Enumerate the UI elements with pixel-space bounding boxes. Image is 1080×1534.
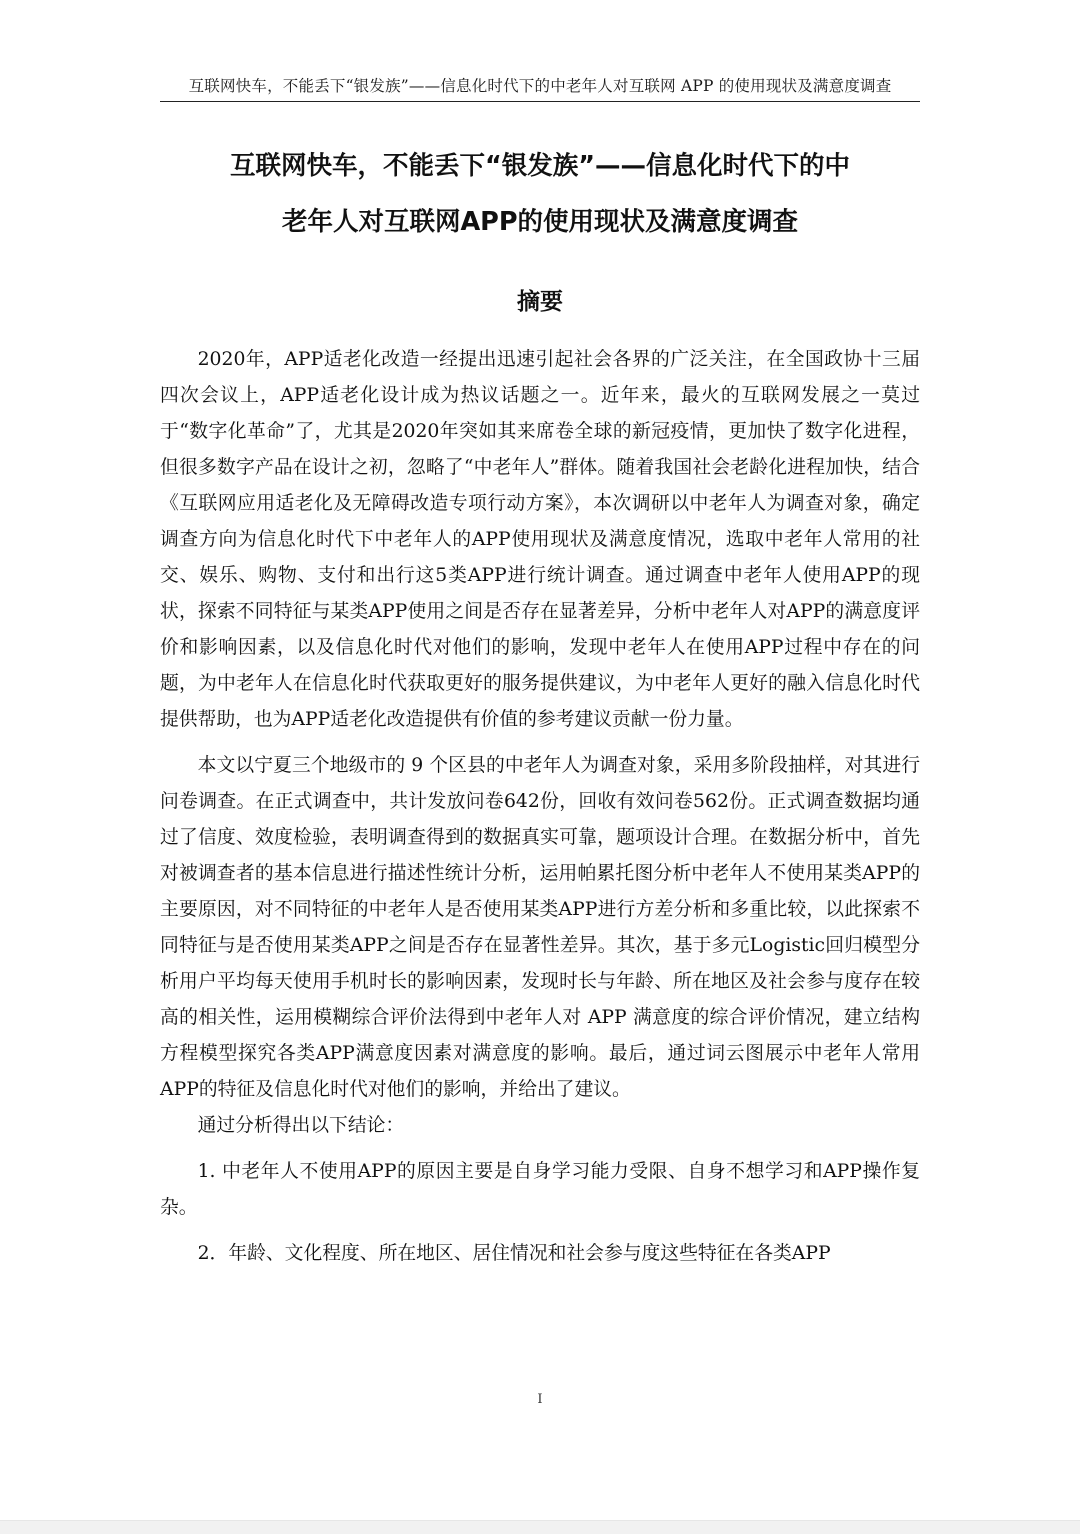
- paper-title: [130, 138, 950, 250]
- page-number: I: [537, 1392, 543, 1407]
- title-line-2: 老年人对互联网APP的使用现状及满意度调查: [281, 207, 799, 237]
- title-line-1: 互联网快车，不能丢下“银发族”——信息化时代下的中: [229, 151, 851, 181]
- viewer-bottom-band: [0, 1520, 1080, 1534]
- conclusion-item-1: 1. 中老年人不使用APP的原因主要是自身学习能力受限、自身不想学习和APP操作复杂。: [160, 1161, 920, 1218]
- header-rule: [160, 101, 920, 102]
- conclusion-intro: 通过分析得出以下结论：: [197, 1115, 405, 1136]
- running-header: 互联网快车，不能丢下“银发族”——信息化时代下的中老年人对互联网 APP 的使用现状及满意度调查: [188, 77, 892, 95]
- abstract-body: [160, 342, 920, 1272]
- abstract-heading: 摘要: [517, 289, 563, 315]
- abstract-paragraph-1: 2020年，APP适老化改造一经提出迅速引起社会各界的广泛关注，在全国政协十三届四次会议上，APP适老化设计成为热议话题之一。近年来，最火的互联网发展之一莫过于“数字化革命”了，尤其是2020年突如其来席卷全球的新冠疫情，更加快了数字化进程，但很多数字产品在设计之初，忽略了“中老年人”群体。随着我国社会老龄化进程加快，结合《互联网应用适老化及无障碍改造专项行动方案》，本次调研以中老年人为调查对象，确定调查方向为信息化时代下中老年人的APP使用现状及满意度情况，选取中老年人常用的社交、娱乐、购物、支付和出行这5类APP进行统计调查。通过调查中老年人使用APP的现状，探索不同特征与某类APP使用之间是否存在显著差异，分析中老年人对APP的满意度评价和影响因素，以及信息化时代对他们的影响，发现中老年人在使用APP过程中存在的问题，为中老年人在信息化时代获取更好的服务提供建议，为中老年人更好的融入信息化时代提供帮助，也为APP适老化改造提供有价值的参考建议贡献一份力量。: [160, 349, 920, 730]
- conclusion-item-2: 2．年龄、文化程度、所在地区、居住情况和社会参与度这些特征在各类APP: [197, 1243, 831, 1264]
- abstract-paragraph-2: 本文以宁夏三个地级市的 9 个区县的中老年人为调查对象，采用多阶段抽样，对其进行问卷调查。在正式调查中，共计发放问卷642份，回收有效问卷562份。正式调查数据均通过了信度、效度检验，表明调查得到的数据真实可靠，题项设计合理。在数据分析中，首先对被调查者的基本信息进行描述性统计分析，运用帕累托图分析中老年人不使用某类APP的主要原因，对不同特征的中老年人是否使用某类APP进行方差分析和多重比较，以此探索不同特征与是否使用某类APP之间是否存在显著性差异。其次，基于多元Logistic回归模型分析用户平均每天使用手机时长的影响因素，发现时长与年龄、所在地区及社会参与度存在较高的相关性，运用模糊综合评价法得到中老年人对 APP 满意度的综合评价情况，建立结构方程模型探究各类APP满意度因素对满意度的影响。最后，通过词云图展示中老年人常用APP的特征及信息化时代对他们的影响，并给出了建议。: [160, 755, 920, 1100]
